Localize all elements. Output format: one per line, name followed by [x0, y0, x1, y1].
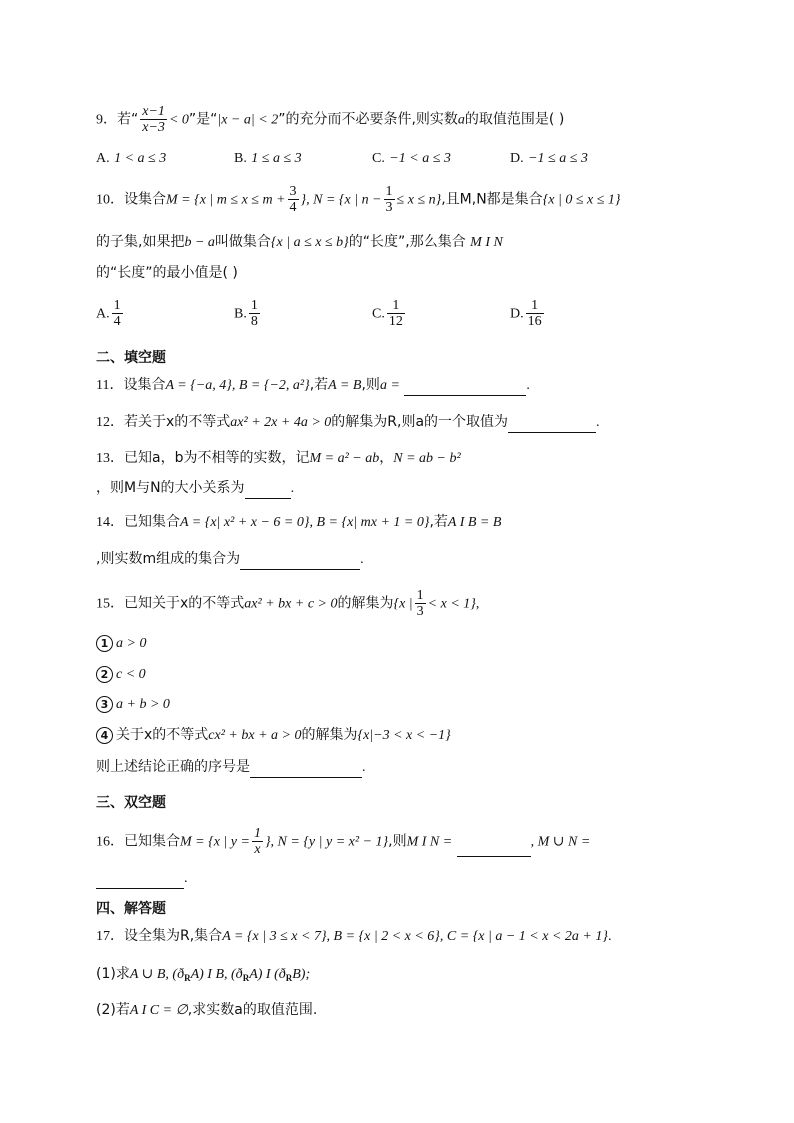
answer-blank[interactable]: [508, 418, 596, 433]
frac-num: 1: [253, 826, 261, 841]
frac-den: 8: [250, 314, 258, 329]
q15-fraction: [415, 588, 426, 619]
option-expr: 1 ≤ a ≤ 3: [251, 151, 302, 166]
q11-expr: A = {−a, 4}, B = {−2, a²}: [165, 378, 310, 393]
q16-m-right: }: [264, 834, 271, 850]
q10-n-left: , N = {x | n −: [306, 192, 382, 208]
q15-mid: 的解集为: [337, 595, 394, 612]
option-label: D.: [510, 151, 524, 166]
question-12: [96, 412, 600, 433]
q16-end: .: [184, 871, 188, 886]
q16-ans1: M Ι N =: [406, 834, 453, 850]
frac-num: 1: [387, 298, 405, 314]
q17-p1-label: (1)求: [96, 966, 130, 982]
q9-frac-rest: < 0: [168, 112, 189, 128]
q17-p1-sub: R: [184, 973, 191, 983]
q9-tail: 的取值范围是( ): [464, 111, 565, 128]
q16-n: , N = {y | y = x² − 1}: [270, 834, 389, 850]
q10-n-fraction: [384, 184, 395, 215]
q15-item-1: [96, 633, 146, 654]
q10-line2-b: b − a: [184, 235, 215, 250]
q9-fraction: [140, 104, 167, 135]
q17-part-2: [96, 1000, 317, 1021]
question-15: [96, 588, 479, 619]
q11-post: ,则: [361, 377, 380, 393]
circled-number-icon: 3: [96, 696, 113, 713]
q9-option-d: [510, 150, 588, 167]
q10-option-d: [510, 298, 546, 329]
question-13: [96, 448, 461, 469]
answer-blank[interactable]: [240, 555, 360, 570]
q9-pre: 若“: [117, 111, 139, 128]
q9-option-b: [234, 150, 302, 167]
q14-cond: A Ι B = B: [447, 515, 502, 530]
q16-fraction: [252, 826, 263, 857]
q15-end: ,: [475, 596, 480, 612]
q16-mid: ,则: [388, 833, 407, 850]
item-expr: cx² + bx + a > 0: [208, 728, 302, 743]
q10-pre: 设集合: [124, 191, 166, 208]
q15-set-left: {x |: [393, 596, 413, 612]
answer-blank[interactable]: [245, 484, 291, 499]
q9-abs: |x − a| < 2: [217, 112, 279, 128]
q10-set: {x | 0 ≤ x ≤ 1}: [542, 192, 621, 208]
circled-number-icon: 1: [96, 635, 113, 652]
frac-den: x: [254, 842, 261, 857]
q17-p1-expr2: A) Ι B, (ð: [190, 967, 243, 982]
q15-item-4: [96, 725, 451, 746]
q16-m-left: M = {x | y =: [180, 834, 250, 850]
question-number: 17．: [96, 929, 124, 944]
option-label: C.: [372, 306, 385, 322]
item-text2: 的解集为: [301, 727, 358, 743]
question-number: 10．: [96, 192, 124, 208]
q13-sep: ，: [379, 450, 394, 466]
q15-item-2: [96, 664, 146, 685]
frac-den: 3: [416, 604, 424, 619]
frac-den: 4: [113, 314, 121, 329]
q9-frac-den: x−3: [142, 120, 165, 135]
question-17: [96, 926, 611, 947]
option-label: A.: [96, 151, 110, 166]
q14-pre: 已知集合: [124, 514, 180, 530]
frac-den: 4: [289, 200, 297, 215]
q15-item-3: [96, 694, 170, 715]
question-16: [96, 826, 590, 857]
option-fraction: [387, 298, 405, 329]
q13-expr1: M = a² − ab: [309, 451, 380, 466]
answer-blank-2[interactable]: [96, 874, 184, 889]
frac-num: 1: [113, 298, 121, 313]
q17-p1-sub3: R: [285, 973, 293, 983]
q9-frac-num: x−1: [142, 104, 165, 119]
question-number: 11．: [96, 378, 124, 393]
frac-num: 1: [250, 298, 258, 313]
q11-mid: ,若: [309, 377, 329, 393]
q15-conclusion: [96, 757, 366, 778]
q17-p2-post: ,求实数a的取值范围.: [187, 1002, 318, 1018]
q9-var: a: [457, 112, 465, 128]
q10-m-right: }: [300, 192, 307, 208]
item-text: 关于x的不等式: [116, 727, 209, 743]
section-heading-solutions: 四、解答题: [96, 901, 166, 917]
circled-number-icon: 2: [96, 666, 113, 683]
question-number: 14．: [96, 515, 124, 530]
q9-post: ”的充分而不必要条件,则实数: [278, 111, 458, 128]
question-9: [96, 104, 564, 135]
q11-cond: A = B: [328, 378, 362, 393]
q10-line2-a: 的子集,如果把: [96, 234, 185, 250]
option-fraction: [112, 298, 123, 329]
answer-blank[interactable]: [250, 763, 362, 778]
question-10-line-3: [96, 263, 238, 283]
q9-option-a: [96, 150, 166, 167]
q17-p2-expr: A Ι C = ∅: [129, 1003, 188, 1018]
q10-line2-d: {x | a ≤ x ≤ b}: [270, 235, 349, 250]
option-label: D.: [510, 306, 524, 322]
question-number: 12．: [96, 415, 124, 430]
option-expr: 1 < a ≤ 3: [114, 151, 167, 166]
frac-num: 1: [526, 298, 544, 314]
question-11: [96, 375, 530, 396]
q15-conclusion-text: 则上述结论正确的序号是: [96, 759, 250, 775]
q10-line2-c: 叫做集合: [214, 234, 271, 250]
q10-option-a: [96, 298, 125, 329]
q11-ans: a =: [379, 378, 400, 393]
option-label: A.: [96, 306, 110, 322]
q14-line2: ,则实数m组成的集合为: [96, 551, 241, 567]
q15-expr: ax² + bx + c > 0: [244, 596, 338, 612]
q10-n-right: ≤ x ≤ n}: [396, 192, 442, 208]
option-expr: −1 ≤ a ≤ 3: [528, 151, 588, 166]
section-heading-double-blank: 三、双空题: [96, 795, 166, 811]
question-16-line-2: [96, 868, 188, 889]
q16-pre: 已知集合: [124, 833, 180, 850]
question-number: 15．: [96, 596, 124, 612]
option-label: B.: [234, 151, 247, 166]
q16-ans2: , M ∪ N =: [530, 834, 591, 850]
q10-m-left: M = {x | m ≤ x ≤ m +: [166, 192, 286, 208]
q17-p1-expr4: B);: [292, 967, 311, 982]
frac-den: 16: [527, 314, 542, 329]
q17-p2-label: (2)若: [96, 1002, 130, 1018]
option-label: C.: [372, 151, 385, 166]
answer-blank-1[interactable]: [457, 842, 531, 857]
q11-end: .: [526, 378, 530, 393]
question-14-line-2: [96, 549, 364, 570]
q15-pre: 已知关于x的不等式: [124, 595, 245, 612]
q13-pre: 已知a，b为不相等的实数，记: [124, 450, 310, 466]
question-10: [96, 184, 621, 215]
q13-end: .: [290, 481, 295, 496]
frac-num: 1: [385, 184, 393, 199]
q17-part-1: [96, 964, 310, 988]
section-heading-fill-in: 二、填空题: [96, 350, 166, 366]
q13-line2: ，则M与N的大小关系为: [96, 480, 245, 496]
q11-pre: 设集合: [123, 377, 166, 393]
q17-p1-sub2: R: [242, 973, 250, 983]
q12-pre: 若关于x的不等式: [124, 414, 231, 430]
q10-line2-e: 的“长度”,那么集合: [348, 234, 466, 250]
q14-end: .: [360, 552, 364, 567]
q15-set-right: < x < 1}: [427, 596, 476, 612]
q17-end: .: [607, 929, 612, 944]
question-number: 9．: [96, 112, 117, 128]
answer-blank[interactable]: [404, 381, 526, 396]
frac-den: 12: [388, 314, 403, 329]
q10-option-b: [234, 298, 262, 329]
q14-expr: A = {x| x² + x − 6 = 0}, B = {x| mx + 1 = 0}: [180, 515, 430, 530]
q9-option-c: [372, 150, 451, 167]
q10-post: ,且M,N都是集合: [441, 191, 543, 208]
question-number: 16．: [96, 834, 124, 850]
option-fraction: [526, 298, 544, 329]
question-number: 13．: [96, 451, 124, 466]
item-expr: a > 0: [116, 636, 147, 651]
q14-mid: ,若: [429, 514, 448, 530]
question-10-line-2: [96, 232, 503, 253]
q12-expr: ax² + 2x + 4a > 0: [230, 415, 332, 430]
q17-p1-expr: A ∪ B, (ð: [129, 967, 185, 982]
q10-m-fraction: [288, 184, 299, 215]
option-label: B.: [234, 306, 247, 322]
q9-mid: ”是“: [188, 111, 218, 128]
q17-p1-expr3: A) Ι (ð: [249, 967, 286, 982]
question-13-line-2: [96, 478, 294, 499]
item-expr2: {x|−3 < x < −1}: [357, 728, 451, 743]
q13-expr2: N = ab − b²: [393, 451, 461, 466]
item-expr: c < 0: [116, 667, 146, 682]
q10-option-c: [372, 298, 407, 329]
option-fraction: [249, 298, 260, 329]
option-expr: −1 < a ≤ 3: [389, 151, 451, 166]
frac-den: 3: [385, 200, 393, 215]
frac-num: 3: [289, 184, 297, 199]
q12-post: 的解集为R,则a的一个取值为: [331, 414, 509, 430]
q10-line2-f: M Ι N: [470, 235, 503, 250]
q17-expr: A = {x | 3 ≤ x < 7}, B = {x | 2 < x < 6}, C = {x | a − 1 < x < 2a + 1}: [222, 929, 608, 944]
question-14: [96, 512, 501, 533]
q10-line3: 的“长度”的最小值是( ): [96, 265, 238, 281]
q12-end: .: [596, 415, 600, 430]
circled-number-icon: 4: [96, 727, 113, 744]
q17-pre: 设全集为R,集合: [124, 928, 223, 944]
frac-num: 1: [416, 588, 424, 603]
q15-conclusion-end: .: [362, 760, 366, 775]
item-expr: a + b > 0: [116, 697, 170, 712]
